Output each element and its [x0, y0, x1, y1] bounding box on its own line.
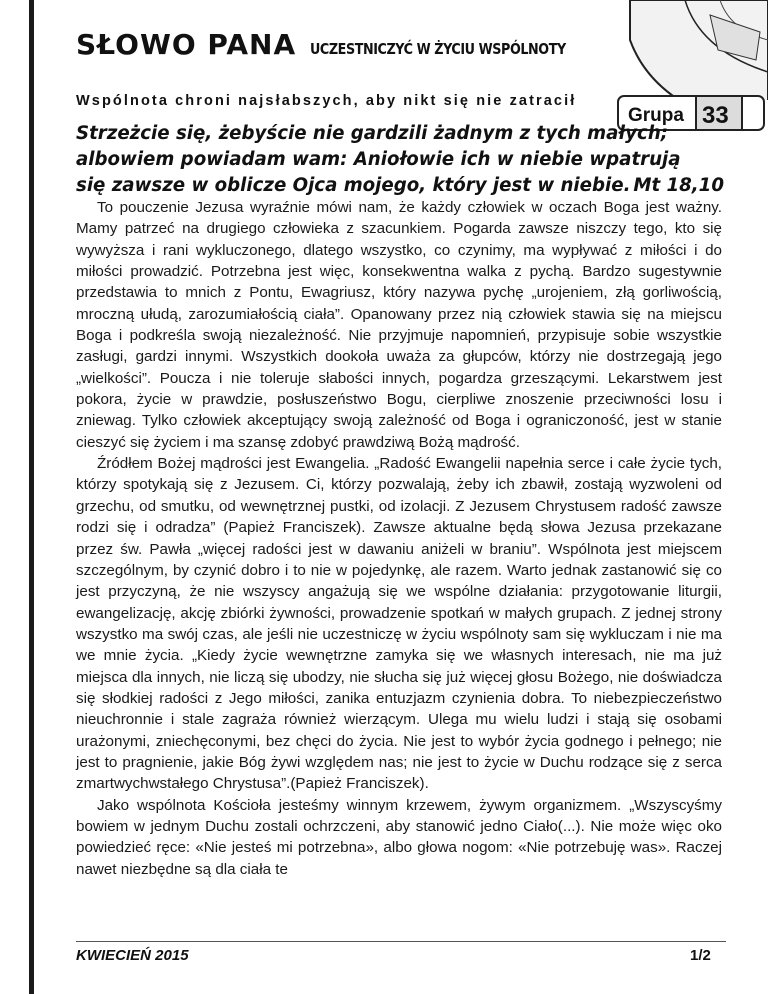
issue-tagline: Wspólnota chroni najsłabszych, aby nikt się nie zatracił: [76, 93, 577, 109]
paragraph: Źródłem Bożej mądrości jest Ewangelia. „Radość Ewangelii napełnia serce i całe życie tych, którzy spotykają się z Jezusem. Ci, którzy pozwalają, żeby ich zbawił, zostają wyzwoleni od grzechu, od smutku, od wewnętrznej pustki, od izolacji. Z Jezusem Chrystusem radość zawsze rodzi się i odradza” (Papież Franciszek). Zawsze aktualne będą słowa Jezusa przekazane przez św. Pawła „więcej radości jest w dawaniu aniżeli w braniu”. Wspólnota jest miejscem szczególnym, by czynić dobro i to nie w pojedynkę, ale razem. Warto jednak zastanowić się co jest przyczyną, że nie wszyscy angażują się we wspólne działania: przygotowanie liturgii, ewangelizację, akcję zbiórki żywności, prowadzenie spotkań w małych grupach. Z jednej strony wszystko ma swój czas, ale jeśli nie uczestniczę w życiu wspólnoty sam się wykluczam i nie ma we mnie życia. „Kiedy życie wewnętrzne zamyka się we własnych interesach, nie ma już miejsca dla innych, nie liczą się ubodzy, nie słucha się już więcej głosu Bożego, nie doświadcza się słodkiej radości z Jego miłości, zanika entuzjazm czynienia dobra. To niebezpieczeństwo nieuchronnie i stale zagraża również wierzącym. Ulega mu wielu ludzi i stają się osobami urażonymi, zniechęconymi, bez chęci do życia. Nie jest to wybór życia godnego i pełnego; nie jest to pragnienie, jakie Bóg żywi względem nas; nie jest to życie w Duchu rodzące się z serca zmartwychwstałego Chrystusa”.(Papież Franciszek).: [76, 455, 722, 793]
paragraph: To pouczenie Jezusa wyraźnie mówi nam, że każdy człowiek w oczach Boga jest ważny. Mamy patrzeć na drugiego człowieka z szacunkiem. Pogarda zawsze niszczy tego, kto się wywyższa i rani wykluczonego, dlatego wszystko, co czynimy, ma wypływać z miłości i do miłości prowadzić. Potrzebna jest więc, konsekwentna walka z pychą. Bardzo sugestywnie przedstawia to mnich z Pontu, Ewagriusz, który nazywa pychę „urojeniem, złą gorliwością, mroczną ułudą, zarozumiałością ciała”. Opanowany przez nią człowiek stawia się na miejscu Boga i podkreśla swoją niezależność. Nie przyjmuje napomnień, przypisuje sobie wszystkie zasługi, gardzi innymi. Wszystkich dookoła uważa za głupców, którzy nie dostrzegają jego „wielkości”. Poucza i nie toleruje słabości innych, pogardza grzeszącymi. Lekarstwem jest pokora, życie w prawdzie, posłuszeństwo Bogu, cierpliwe znoszenie przeciwności losu i zniewag. Tylko człowiek akceptujący swoją zależność od Boga i ograniczoność, jest w stanie cieszyć się życiem i ma szansę zdobyć prawdziwą Bożą mądrość.: [76, 199, 722, 451]
quote-reference: Mt 18,10: [633, 175, 724, 196]
group-badge-label: Grupa: [628, 105, 684, 126]
page-curl-graphic: [590, 0, 768, 140]
footer-divider: [76, 941, 726, 942]
issue-date: KWIECIEŃ 2015: [76, 947, 189, 964]
page-number: 1/2: [690, 947, 711, 964]
left-margin-bar: [29, 0, 34, 994]
brand-title: SŁOWO PANA: [76, 28, 297, 61]
scripture-quote: [76, 121, 724, 199]
masthead: [76, 28, 611, 61]
masthead-subtitle: UCZESTNICZYĆ W ŻYCIU WSPÓLNOTY: [310, 40, 566, 58]
group-badge-number: 33: [702, 102, 729, 129]
article-body: [76, 197, 722, 880]
paragraph: Jako wspólnota Kościoła jesteśmy winnym krzewem, żywym organizmem. „Wszyscyśmy bowiem w jednym Duchu zostali ochrzczeni, aby stanowić jedno Ciało(...). Nie może więc oko powiedzieć ręce: «Nie jesteś mi potrzebna», albo głowa nogom: «Nie potrzebuję was». Raczej nawet niezbędne są dla ciała te: [76, 796, 722, 878]
quote-text: Strzeżcie się, żebyście nie gardzili żadnym z tych małych; albowiem powiadam wam: Aniołowie ich w niebie wpatrują się zawsze w oblicze Ojca mojego, który jest w niebie.: [76, 123, 681, 196]
